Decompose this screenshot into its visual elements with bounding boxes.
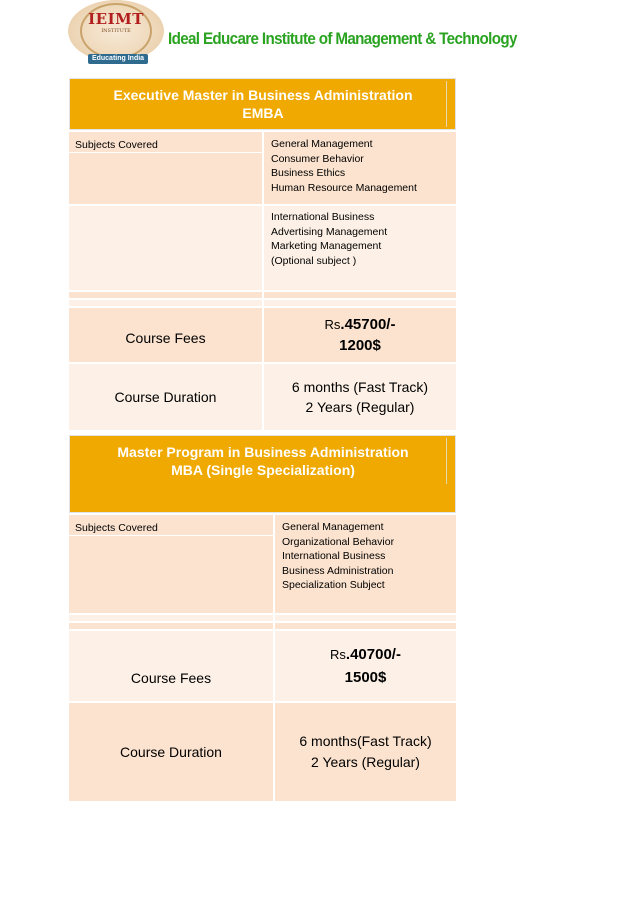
emba-duration-label: Course Duration [114,389,217,405]
empty-cell [69,615,275,621]
mba-duration-label: Course Duration [120,744,222,760]
spacer-row [69,290,456,298]
emba-fees-amount: .45700/- [340,316,396,333]
emba-subjects-row-2 [69,204,456,290]
empty-cell [264,292,456,298]
mba-duration-regular: 2 Years (Regular) [311,754,420,770]
mba-duration-label-cell [69,703,275,801]
emba-duration-fast: 6 months (Fast Track) [291,379,429,395]
list-item: Business Ethics [271,167,346,180]
emba-fees-inr [325,316,396,333]
mba-subjects-label: Subjects Covered [75,522,158,534]
mba-duration-row [69,701,456,801]
emba-subjects-list-cell [264,132,456,204]
emba-duration-label-cell [69,364,264,430]
list-item: Human Resource Management [271,181,417,194]
list-item: General Management [271,138,373,150]
mba-fees-value-cell [275,631,456,701]
emba-title-line2: EMBA [242,105,284,121]
mba-fees-usd: 1500$ [344,669,387,686]
list-item: General Management [282,521,384,533]
empty-cell [69,292,264,298]
logo-tagline: Educating India [88,54,148,64]
mba-subjects-list-cell [275,515,456,613]
mba-table [69,435,456,801]
emba-subjects-label: Subjects Covered [75,139,158,151]
emba-duration-value-cell [264,364,456,430]
empty-cell [69,623,275,629]
mba-duration-value-cell [275,703,456,801]
list-item: Advertising Management [271,225,388,238]
mba-subjects-row [69,513,456,613]
list-item: (Optional subject ) [271,254,357,267]
list-item: International Business [282,550,386,563]
emba-fees-row [69,306,456,362]
mba-fees-rs: Rs [330,647,346,662]
list-item: Marketing Management [271,240,382,253]
mba-header-inner [80,438,447,484]
emba-fees-value-cell [264,308,456,362]
spacer-row [69,613,456,621]
emba-subjects-label-cell [69,132,264,204]
emba-duration-regular: 2 Years (Regular) [305,399,415,415]
emba-subjects-list-2 [271,210,387,268]
spacer-row [69,621,456,629]
emba-title-line1: Executive Master in Business Administration [113,87,413,103]
emba-header-band [69,78,456,130]
emba-fees-label: Course Fees [125,330,206,346]
mba-title-line1: Master Program in Business Administration [117,444,409,460]
emba-subjects-list-cell-2 [264,206,456,290]
emba-fees-usd: 1200$ [339,337,381,354]
mba-fees-label-cell [69,631,275,701]
cell-divider [69,152,262,153]
list-item: Consumer Behavior [271,152,364,165]
emba-header-inner [80,81,447,127]
mba-duration-fast: 6 months(Fast Track) [299,733,432,749]
logo-subtitle: INSTITUTE [101,28,131,34]
mba-header-band [69,435,456,513]
institute-logo [68,0,164,62]
emba-subjects-list [271,137,417,195]
mba-fees-label: Course Fees [130,670,212,686]
mba-title-line2: MBA (Single Specialization) [171,462,355,478]
empty-cell [275,615,456,621]
empty-cell [69,300,264,306]
mba-fees-row [69,629,456,701]
cell-divider [69,535,273,536]
mba-subjects-list [282,520,394,593]
spacer-row [69,298,456,306]
emba-subjects-row [69,130,456,204]
emba-fees-rs: Rs [324,317,341,332]
logo-title: IEIMT [88,10,144,28]
empty-cell [275,623,456,629]
empty-cell [264,300,456,306]
emba-fees-label-cell [69,308,264,362]
list-item: International Business [271,211,375,223]
mba-fees-inr [330,646,401,663]
mba-fees-amount: .40700/- [345,646,401,663]
institute-name: Ideal Educare Institute of Management & Technology [168,30,517,48]
list-item: Organizational Behavior [282,535,395,548]
mba-subjects-label-cell [69,515,275,613]
page-header [62,0,517,72]
empty-cell [69,206,264,290]
list-item: Specialization Subject [282,579,385,592]
emba-duration-row [69,362,456,430]
emba-table [69,78,456,430]
list-item: Business Administration [282,564,394,577]
